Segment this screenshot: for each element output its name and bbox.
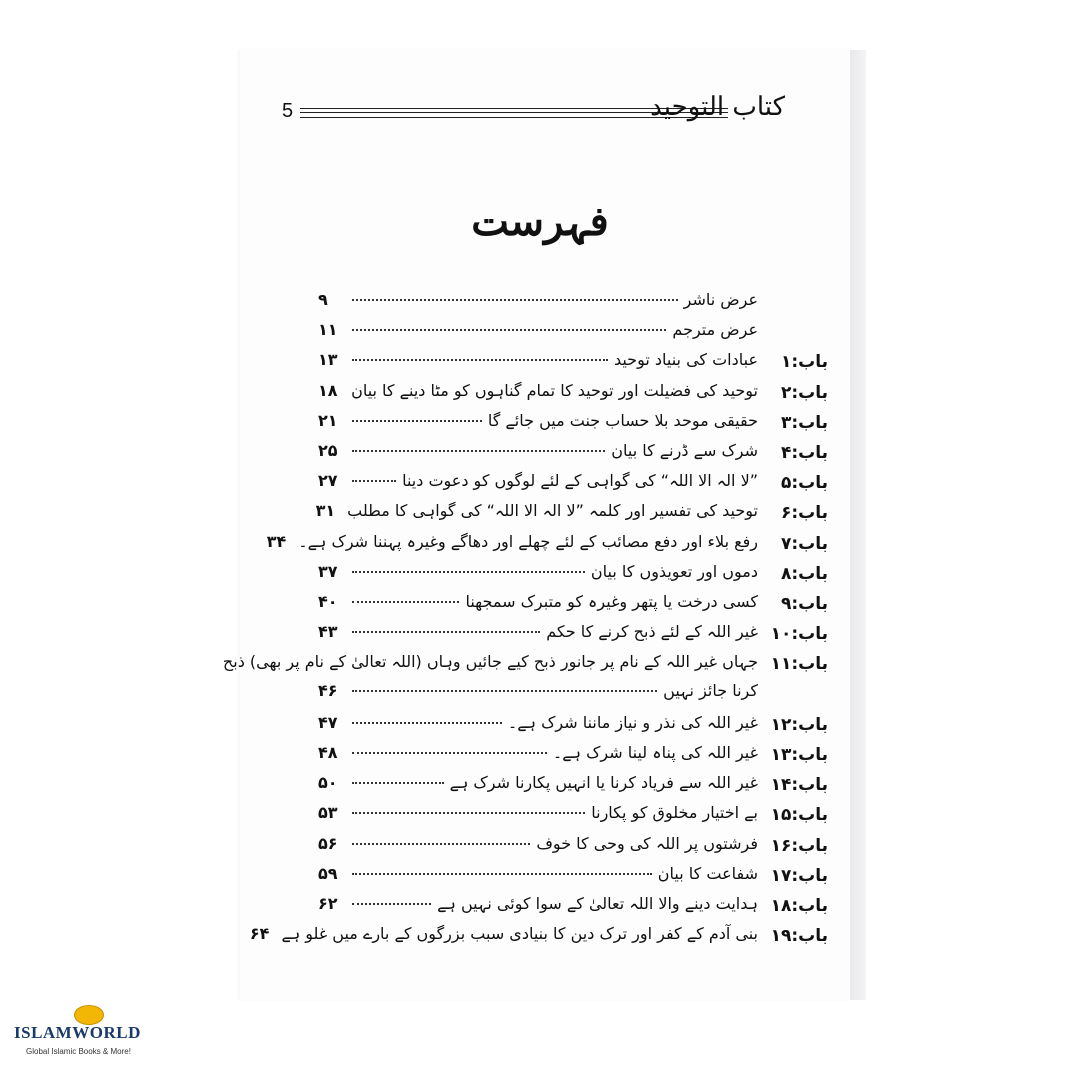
dot-leader (352, 903, 431, 905)
toc-entry (318, 471, 758, 490)
toc-row (318, 620, 828, 650)
toc-row (318, 288, 828, 318)
toc-chapter-label: باب:۱ (780, 352, 828, 373)
toc-entry (318, 803, 758, 822)
toc-page-number: ۱۱ (318, 320, 338, 340)
toc-chapter-label: باب:۱۱ (770, 654, 828, 675)
toc-chapter-label: باب:۴ (780, 443, 828, 463)
toc-entry-title: عرض مترجم (672, 320, 758, 340)
toc-entry (318, 562, 758, 581)
toc-heading: فہرست (471, 198, 609, 245)
logo-tagline: Global Islamic Books & More! (26, 1047, 131, 1056)
toc-chapter-label: باب:۱۶ (770, 835, 828, 856)
dot-leader (352, 359, 608, 361)
toc-entry-title: حقیقی موحد بلا حساب جنت میں جائے گا (487, 410, 758, 430)
toc-chapter-label: باب:۳ (780, 412, 828, 433)
logo-brand-text: ISLAMWORLD (14, 1023, 141, 1042)
toc-row (249, 922, 828, 952)
toc-entry (318, 290, 758, 309)
toc-entry (315, 501, 758, 521)
logo-badge-icon (74, 1005, 104, 1025)
toc-page-number: ۳۴ (266, 531, 287, 551)
toc-entry-title: بنی آدم کے کفر اور ترک دین کا بنیادی سبب بزرگوں کے بارے میں غلو ہے (281, 924, 758, 944)
toc-entry (266, 531, 758, 551)
dot-leader (352, 420, 482, 422)
page-edge-shadow (848, 50, 866, 1000)
toc-row (266, 530, 828, 560)
toc-page-number: ۵۰ (318, 773, 338, 793)
toc-row (318, 439, 828, 469)
dot-leader (352, 722, 502, 724)
toc-entry (318, 350, 758, 369)
toc-chapter-label: باب:۱۳ (770, 745, 828, 765)
toc-row (318, 862, 828, 892)
toc-page-number: ۳۱ (315, 501, 336, 521)
toc-page-number: ۲۷ (318, 471, 338, 491)
dot-leader (352, 843, 530, 845)
toc-chapter-label: باب:۵ (780, 473, 828, 494)
toc-entry-title: ”لا الہ الا اللہ“ کی گواہی کے لئے لوگوں کو دعوت دینا (402, 471, 758, 491)
toc-entry (318, 864, 758, 883)
toc-page-number: ۶۲ (318, 894, 338, 913)
toc-chapter-label: باب:۱۲ (770, 714, 828, 735)
toc-row (315, 499, 828, 529)
toc-entry-title: عرض ناشر (683, 290, 758, 309)
toc-row (318, 348, 828, 378)
toc-entry-title: عبادات کی بنیاد توحید (613, 350, 758, 370)
toc-row (318, 741, 828, 771)
toc-row (318, 379, 828, 409)
toc-page-number: ۴۶ (318, 681, 338, 701)
toc-entry-title: شرک سے ڈرنے کا بیان (611, 441, 758, 460)
toc-entry-title: شفاعت کا بیان (657, 863, 758, 883)
dot-leader (352, 812, 585, 814)
dot-leader (352, 299, 678, 301)
dot-leader (352, 450, 605, 452)
dot-leader (352, 571, 585, 573)
toc-chapter-label: باب:۱۵ (770, 805, 828, 826)
toc-entry (318, 834, 758, 853)
toc-entry (318, 381, 758, 400)
toc-chapter-label: باب:۸ (780, 563, 828, 584)
toc-entry-title: ہدایت دینے والا اللہ تعالیٰ کے سوا کوئی نہیں ہے (437, 894, 758, 913)
toc-entry-title: غیر اللہ کی نذر و نیاز ماننا شرک ہے۔ (507, 712, 758, 732)
toc-chapter-label: باب:۱۹ (770, 926, 828, 947)
toc-entry-title: فرشتوں پر اللہ کی وحی کا خوف (536, 833, 758, 853)
toc-entry-title: دموں اور تعویذوں کا بیان (590, 561, 758, 581)
toc-row (318, 771, 828, 801)
toc-page-number: ۴۸ (318, 743, 338, 762)
dot-leader (352, 873, 652, 875)
toc-entry (318, 713, 758, 732)
dot-leader (352, 752, 547, 754)
toc-page-number: ۵۶ (318, 833, 338, 853)
toc-row (318, 590, 828, 620)
toc-entry-title: غیر اللہ کی پناہ لینا شرک ہے۔ (552, 743, 758, 762)
toc-entry-title: بے اختیار مخلوق کو پکارنا (591, 803, 758, 823)
toc-entry-title: غیر اللہ کے لئے ذبح کرنے کا حکم (546, 622, 758, 642)
toc-row (318, 409, 828, 439)
dot-leader (352, 631, 540, 633)
toc-entry-title: کسی درخت یا پتھر وغیرہ کو متبرک سمجھنا (465, 592, 758, 611)
toc-entry-title: توحید کی تفسیر اور کلمہ ”لا الہ الا اللہ“ کی گواہی کا مطلب (347, 501, 758, 521)
toc-page-number: ۳۷ (318, 561, 338, 581)
toc-chapter-label: باب:۶ (780, 503, 828, 524)
dot-leader (352, 329, 666, 331)
toc-row (318, 318, 828, 348)
toc-entry-title: غیر اللہ سے فریاد کرنا یا انہیں پکارنا شرک ہے (449, 773, 758, 793)
toc-entry (318, 894, 758, 913)
toc-chapter-label: باب:۹ (780, 594, 828, 614)
toc-entry (318, 320, 758, 339)
toc-row (318, 801, 828, 831)
toc-entry (318, 743, 758, 762)
toc-row (318, 469, 828, 499)
dot-leader (352, 601, 459, 603)
toc-entry (249, 924, 758, 944)
toc-entry (318, 441, 758, 460)
toc-entry (222, 652, 758, 701)
toc-page-number: ۶۴ (249, 924, 270, 944)
toc-row (222, 650, 828, 701)
toc-page-number: ۲۵ (318, 441, 338, 460)
toc-page-number: ۵۹ (318, 863, 338, 883)
toc-page-number: ۵۳ (318, 803, 338, 823)
toc-page-number: ۴۷ (318, 712, 338, 732)
toc-entry (318, 622, 758, 641)
toc-chapter-label: باب:۲ (780, 382, 828, 403)
toc-chapter-label: باب:۱۸ (770, 896, 828, 916)
toc-page-number: ۹ (318, 290, 328, 309)
toc-entry (318, 411, 758, 430)
toc-chapter-label: باب:۱۴ (770, 775, 828, 796)
toc-row (318, 832, 828, 862)
toc-row (318, 560, 828, 590)
islamworld-logo (14, 1005, 164, 1065)
toc-page-number: ۴۳ (318, 622, 338, 642)
toc-entry-title-cont: کرنا جائز نہیں (663, 681, 758, 701)
page-number: 5 (282, 100, 294, 122)
toc-page-number: ۱۸ (318, 380, 338, 400)
toc-entry (318, 773, 758, 792)
toc-entry-title: رفع بلاء اور دفع مصائب کے لئے چھلے اور دھاگے وغیرہ پہننا شرک ہے۔ (298, 531, 758, 551)
toc-entry-title: جہاں غیر اللہ کے نام پر جانور ذبح کیے جائیں وہاں (اللہ تعالیٰ کے نام پر بھی) ذبح (222, 652, 758, 672)
dot-leader (352, 690, 657, 692)
toc-row (318, 711, 828, 741)
toc-entry (318, 592, 758, 611)
running-header-title: کتاب التوحید (650, 92, 785, 122)
toc-chapter-label: باب:۷ (780, 533, 828, 554)
toc-page-number: ۴۰ (318, 592, 338, 611)
toc-row (318, 892, 828, 922)
toc-entry-title: توحید کی فضیلت اور توحید کا تمام گناہوں کو مٹا دینے کا بیان (351, 380, 758, 400)
toc-chapter-label: باب:۱۰ (770, 624, 828, 645)
dot-leader (352, 782, 444, 784)
dot-leader (352, 480, 396, 482)
toc-chapter-label: باب:۱۷ (770, 865, 828, 886)
toc-page-number: ۱۳ (318, 350, 338, 370)
toc-page-number: ۲۱ (318, 410, 338, 430)
